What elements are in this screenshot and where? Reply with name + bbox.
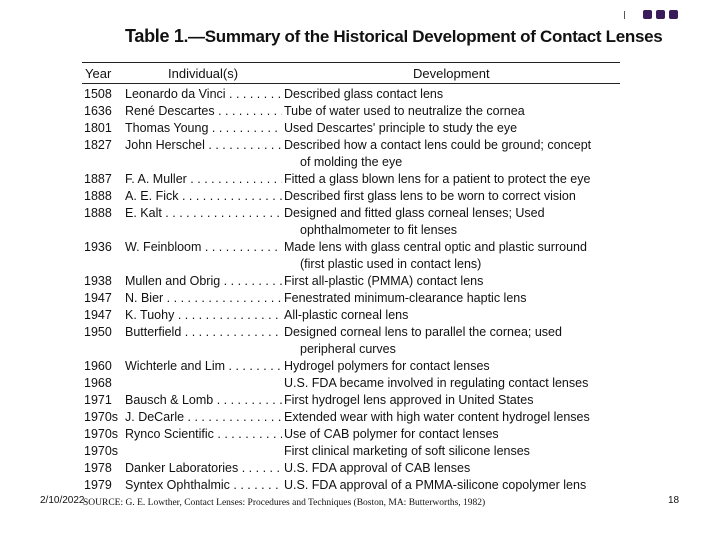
- row-individual: E. Kalt . . .: [125, 206, 282, 220]
- row-year: 1970s: [84, 427, 119, 441]
- table-title: [125, 26, 662, 47]
- row-year: 1960: [84, 359, 112, 373]
- row-year: 1947: [84, 308, 112, 322]
- row-development: Hydrogel polymers for contact lenses: [284, 359, 490, 373]
- header-year: Year: [85, 66, 112, 81]
- row-individual: J. DeCarle . . .: [125, 410, 282, 424]
- row-individual: K. Tuohy . . .: [125, 308, 282, 322]
- row-year: 1636: [84, 104, 112, 118]
- row-development: All-plastic corneal lens: [284, 308, 409, 322]
- row-development-continued: of molding the eye: [300, 155, 403, 169]
- header-rule: [82, 83, 620, 84]
- row-development: Use of CAB polymer for contact lenses: [284, 427, 499, 441]
- top-rule: [82, 62, 620, 63]
- row-individual: Leonardo da Vinci . . .: [125, 87, 282, 101]
- row-year: 1979: [84, 478, 112, 492]
- row-individual: Danker Laboratories . . .: [125, 461, 282, 475]
- slide-date: 2/10/2022: [40, 495, 85, 506]
- row-individual: René Descartes . . .: [125, 104, 282, 118]
- row-year: 1970s: [84, 410, 119, 424]
- row-individual: Bausch & Lomb . . .: [125, 393, 282, 407]
- decor-square-icon: [656, 10, 665, 19]
- divider-tick: [624, 11, 625, 19]
- slide-decoration: [624, 10, 678, 19]
- decor-square-icon: [669, 10, 678, 19]
- row-development: Designed corneal lens to parallel the cornea; used: [284, 325, 562, 339]
- row-year: 1938: [84, 274, 112, 288]
- table-number: Table 1: [125, 26, 184, 46]
- row-individual: Butterfield . . .: [125, 325, 282, 339]
- row-year: 1950: [84, 325, 112, 339]
- row-individual: Wichterle and Lim . . .: [125, 359, 282, 373]
- page-number: 18: [668, 495, 680, 506]
- row-individual: Thomas Young . . .: [125, 121, 282, 135]
- row-year: 1888: [84, 189, 112, 203]
- row-development: Extended wear with high water content hydrogel lenses: [284, 410, 590, 424]
- row-development: First hydrogel lens approved in United States: [284, 393, 534, 407]
- row-year: 1970s: [84, 444, 119, 458]
- row-development-continued: peripheral curves: [300, 342, 396, 356]
- row-year: 1888: [84, 206, 112, 220]
- source-citation: SOURCE: G. E. Lowther, Contact Lenses: Procedures and Techniques (Boston, MA: Butterworths, 1982): [83, 498, 486, 508]
- row-development: Described how a contact lens could be ground; concept: [284, 138, 592, 152]
- row-individual: Mullen and Obrig . . .: [125, 274, 282, 288]
- row-development: Fenestrated minimum-clearance haptic lens: [284, 291, 527, 305]
- row-development: Designed and fitted glass corneal lenses; Used: [284, 206, 545, 220]
- row-individual: N. Bier . . .: [125, 291, 282, 305]
- row-individual: Rynco Scientific . . .: [125, 427, 282, 441]
- decor-square-icon: [643, 10, 652, 19]
- row-year: 1887: [84, 172, 112, 186]
- table-caption: .—Summary of the Historical Development of Contact Lenses: [183, 27, 663, 46]
- header-development: Development: [413, 66, 490, 81]
- row-development: U.S. FDA approval of CAB lenses: [284, 461, 471, 475]
- row-individual: F. A. Muller . . .: [125, 172, 282, 186]
- row-development: Fitted a glass blown lens for a patient to protect the eye: [284, 172, 591, 186]
- row-individual: W. Feinbloom . . .: [125, 240, 282, 254]
- row-development: Tube of water used to neutralize the cornea: [284, 104, 525, 118]
- row-year: 1978: [84, 461, 112, 475]
- row-individual: Syntex Ophthalmic . . .: [125, 478, 282, 492]
- row-development-continued: ophthalmometer to fit lenses: [300, 223, 458, 237]
- row-development: Made lens with glass central optic and plastic surround: [284, 240, 587, 254]
- row-year: 1968: [84, 376, 112, 390]
- row-year: 1971: [84, 393, 112, 407]
- row-development: U.S. FDA approval of a PMMA-silicone copolymer lens: [284, 478, 587, 492]
- row-development: Described first glass lens to be worn to correct vision: [284, 189, 576, 203]
- row-development: First all-plastic (PMMA) contact lens: [284, 274, 484, 288]
- row-year: 1947: [84, 291, 112, 305]
- row-development: U.S. FDA became involved in regulating contact lenses: [284, 376, 589, 390]
- row-development: Used Descartes' principle to study the eye: [284, 121, 518, 135]
- row-development: Described glass contact lens: [284, 87, 444, 101]
- row-year: 1801: [84, 121, 112, 135]
- row-individual: John Herschel . . .: [125, 138, 282, 152]
- row-development: First clinical marketing of soft silicone lenses: [284, 444, 530, 458]
- header-individual: Individual(s): [168, 66, 239, 81]
- row-development-continued: (first plastic used in contact lens): [300, 257, 482, 271]
- row-year: 1508: [84, 87, 112, 101]
- row-individual: A. E. Fick . . .: [125, 189, 282, 203]
- row-year: 1827: [84, 138, 112, 152]
- row-year: 1936: [84, 240, 112, 254]
